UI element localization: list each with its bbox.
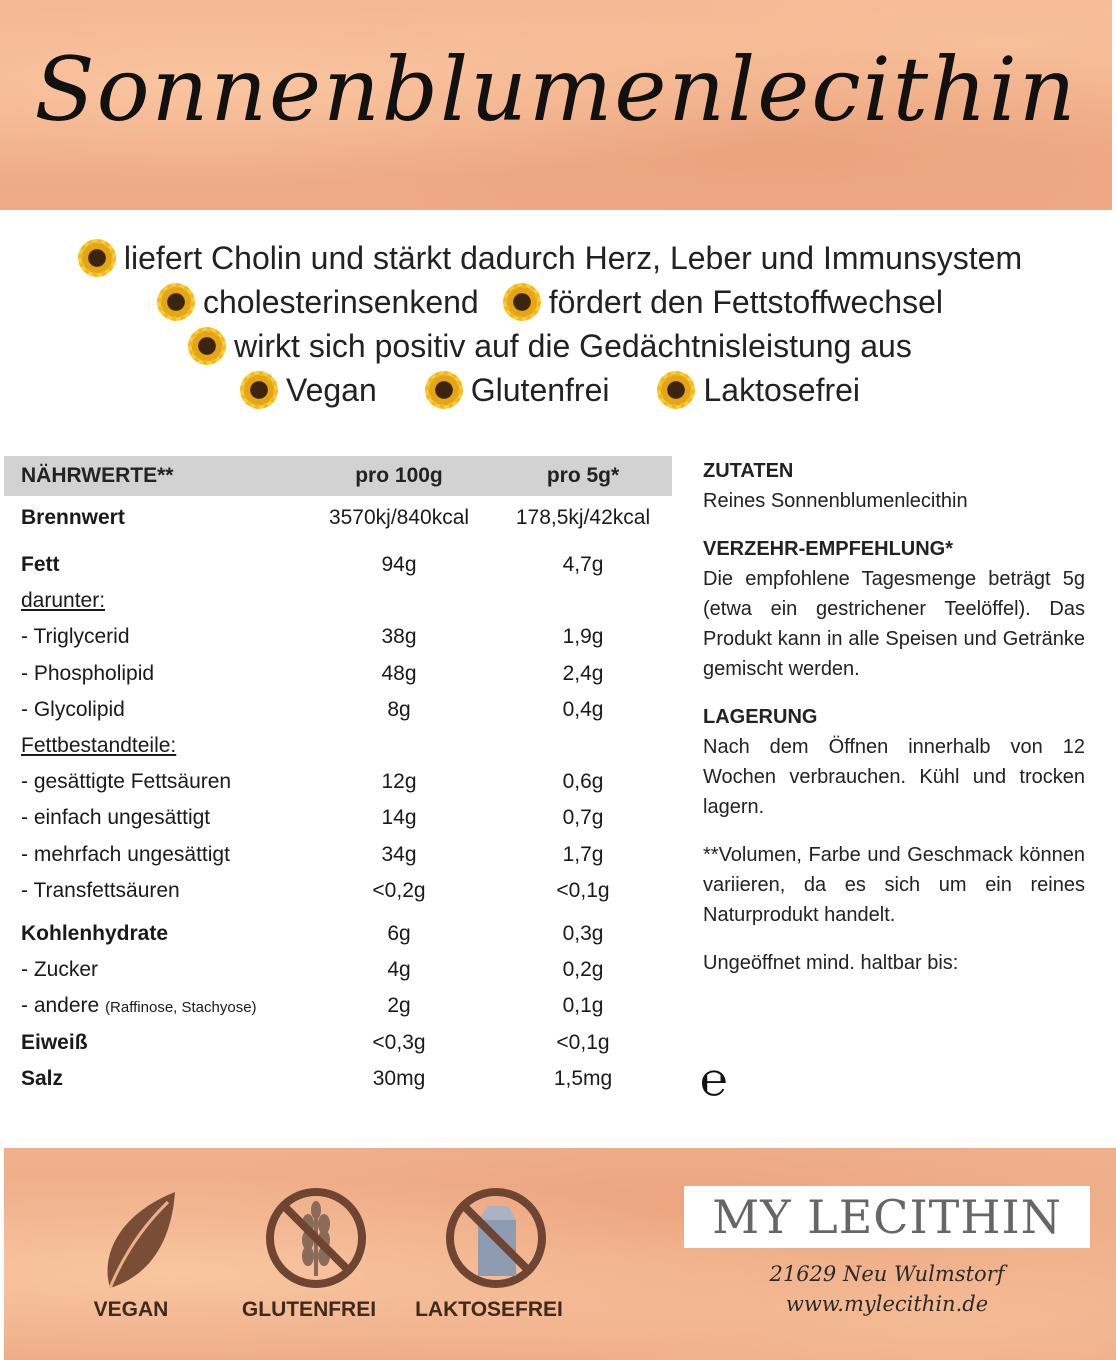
row-label-cell (4, 994, 304, 1018)
nutrition-table (4, 456, 672, 1097)
benefit-text: Vegan (285, 371, 377, 408)
sunflower-icon (188, 327, 226, 365)
row-label: Fettbestandteile: (21, 734, 177, 758)
benefit-item (78, 239, 1022, 277)
table-row (4, 837, 672, 873)
row-value-5g: 0,1g (562, 994, 604, 1018)
table-row (4, 728, 672, 764)
header-nutrients: NÄHRWERTE** (21, 464, 174, 487)
row-value-100g: 12g (381, 770, 417, 794)
table-row (4, 873, 672, 909)
benefit-item (503, 283, 943, 321)
table-row (4, 800, 672, 836)
row-label: - Transfettsäuren (21, 878, 180, 902)
estimated-sign-icon: ℮ (700, 1052, 728, 1106)
row-value-100g: 48g (381, 661, 417, 685)
row-value-100g: 34g (381, 842, 417, 866)
benefit-item (157, 283, 479, 321)
row-value-100g: 38g (381, 625, 417, 649)
benefit-text: Laktosefrei (703, 371, 861, 408)
row-value-5g: 2,4g (562, 661, 604, 685)
row-label: - Zucker (21, 958, 99, 982)
gluten-free-badge (236, 1184, 396, 1299)
nutrition-header (4, 456, 672, 496)
row-value-100g: 94g (381, 553, 417, 577)
row-value-5g: 0,6g (562, 770, 604, 794)
row-label: Eiweiß (21, 1030, 88, 1054)
row-label: - andere (21, 994, 100, 1018)
row-label: - gesättigte Fettsäuren (21, 770, 232, 794)
row-value-100g: 2g (387, 994, 411, 1018)
benefit-line-3 (0, 324, 1100, 368)
badge-label-vegan: VEGAN (93, 1298, 169, 1321)
table-row (4, 496, 672, 540)
benefit-text: cholesterinsenkend (202, 283, 479, 320)
row-value-5g: 4,7g (562, 553, 604, 577)
title-banner (0, 0, 1112, 210)
row-value-5g: <0,1g (556, 878, 610, 902)
table-row (4, 988, 672, 1024)
row-label: Fett (21, 553, 60, 577)
dosage-text: Die empfohlene Tagesmenge beträgt 5g (etwa ein gestrichener Teelöffel). Das Produkt kann in alle Speisen und Getränke gemischt werden. (703, 568, 1085, 680)
table-row (4, 1061, 672, 1097)
leaf-icon (60, 1184, 220, 1294)
table-row (4, 692, 672, 728)
table-row (4, 619, 672, 655)
note-section (703, 840, 1085, 930)
benefits-list (0, 236, 1100, 412)
benefit-text: wirkt sich positiv auf die Gedächtnisleistung aus (234, 327, 912, 364)
benefit-text: liefert Cholin und stärkt dadurch Herz, Leber und Immunsystem (123, 239, 1023, 276)
vegan-badge (60, 1184, 220, 1299)
row-label: darunter: (21, 589, 106, 613)
ingredients-title: ZUTATEN (703, 460, 794, 482)
row-value-100g: 4g (387, 958, 411, 982)
benefit-item (425, 371, 610, 409)
table-row (4, 656, 672, 692)
benefit-text: Glutenfrei (470, 371, 610, 408)
header-per-100g: pro 100g (355, 464, 443, 487)
row-value-100g: 6g (387, 921, 411, 945)
row-label-note: (Raffinose, Stachyose) (105, 999, 257, 1017)
table-row (4, 764, 672, 800)
ingredients-section (703, 456, 1085, 516)
storage-text: Nach dem Öffnen innerhalb von 12 Wochen verbrauchen. Kühl und trocken lagern. (703, 736, 1085, 818)
sunflower-icon (425, 371, 463, 409)
company-website: www.mylecithin.de (785, 1292, 989, 1316)
no-wheat-icon (236, 1184, 396, 1294)
note-text: **Volumen, Farbe und Geschmack können variieren, da es sich um ein reines Naturprodukt handelt. (703, 844, 1085, 926)
row-label: - Phospholipid (21, 661, 155, 685)
company-address: 21629 Neu Wulmstorf (769, 1262, 1005, 1286)
no-milk-icon (416, 1184, 576, 1294)
row-label: - Triglycerid (21, 625, 130, 649)
ingredients-text: Reines Sonnenblumenlecithin (703, 490, 968, 512)
row-label: Brennwert (21, 506, 125, 529)
header-per-5g: pro 5g* (546, 464, 620, 487)
brand-logo: MY LECITHIN (684, 1186, 1090, 1248)
row-label: - einfach ungesättigt (21, 806, 211, 830)
row-value-5g: 178,5kj/42kcal (515, 506, 651, 529)
row-value-5g: 0,7g (562, 806, 604, 830)
row-value-100g: <0,3g (372, 1030, 426, 1054)
sunflower-icon (157, 283, 195, 321)
table-row (4, 952, 672, 988)
sunflower-icon (503, 283, 541, 321)
benefit-line-2 (0, 280, 1100, 324)
dosage-title: VERZEHR-EMPFEHLUNG* (703, 538, 954, 560)
product-info (703, 456, 1085, 996)
row-value-100g: 14g (381, 806, 417, 830)
row-value-100g: <0,2g (372, 878, 426, 902)
row-value-5g: <0,1g (556, 1030, 610, 1054)
sunflower-icon (78, 239, 116, 277)
badge-label-glutenfree: GLUTENFREI (241, 1298, 377, 1321)
badge-label-lactosefree: LAKTOSEFREI (415, 1298, 563, 1321)
table-row (4, 583, 672, 619)
footer-banner (4, 1148, 1116, 1360)
sunflower-icon (657, 371, 695, 409)
row-value-5g: 0,3g (562, 921, 604, 945)
benefit-text: fördert den Fettstoffwechsel (548, 283, 943, 320)
row-value-100g: 8g (387, 697, 411, 721)
row-value-5g: 1,7g (562, 842, 604, 866)
table-row (4, 547, 672, 583)
row-value-5g: 0,4g (562, 697, 604, 721)
dosage-section (703, 534, 1085, 684)
row-label: - Glycolipid (21, 697, 125, 721)
table-row (4, 1024, 672, 1060)
benefit-item (240, 371, 377, 409)
storage-title: LAGERUNG (703, 706, 818, 728)
benefit-line-1 (0, 236, 1100, 280)
lactose-free-badge (416, 1184, 576, 1299)
benefit-item (188, 327, 912, 365)
sunflower-icon (240, 371, 278, 409)
best-before-text: Ungeöffnet mind. haltbar bis: (703, 952, 959, 974)
row-value-5g: 1,9g (562, 625, 604, 649)
best-before-section (703, 948, 1085, 978)
row-value-100g: 30mg (372, 1066, 426, 1090)
table-row (4, 916, 672, 952)
row-value-100g: 3570kj/840kcal (328, 506, 470, 529)
row-label: - mehrfach ungesättigt (21, 842, 230, 866)
row-label: Salz (21, 1066, 64, 1090)
benefit-item (657, 371, 860, 409)
row-value-5g: 0,2g (562, 958, 604, 982)
benefit-line-4 (0, 368, 1100, 412)
product-title: Sonnenblumenlecithin (34, 38, 1078, 141)
row-label: Kohlenhydrate (21, 921, 169, 945)
storage-section (703, 702, 1085, 822)
row-value-5g: 1,5mg (553, 1066, 613, 1090)
